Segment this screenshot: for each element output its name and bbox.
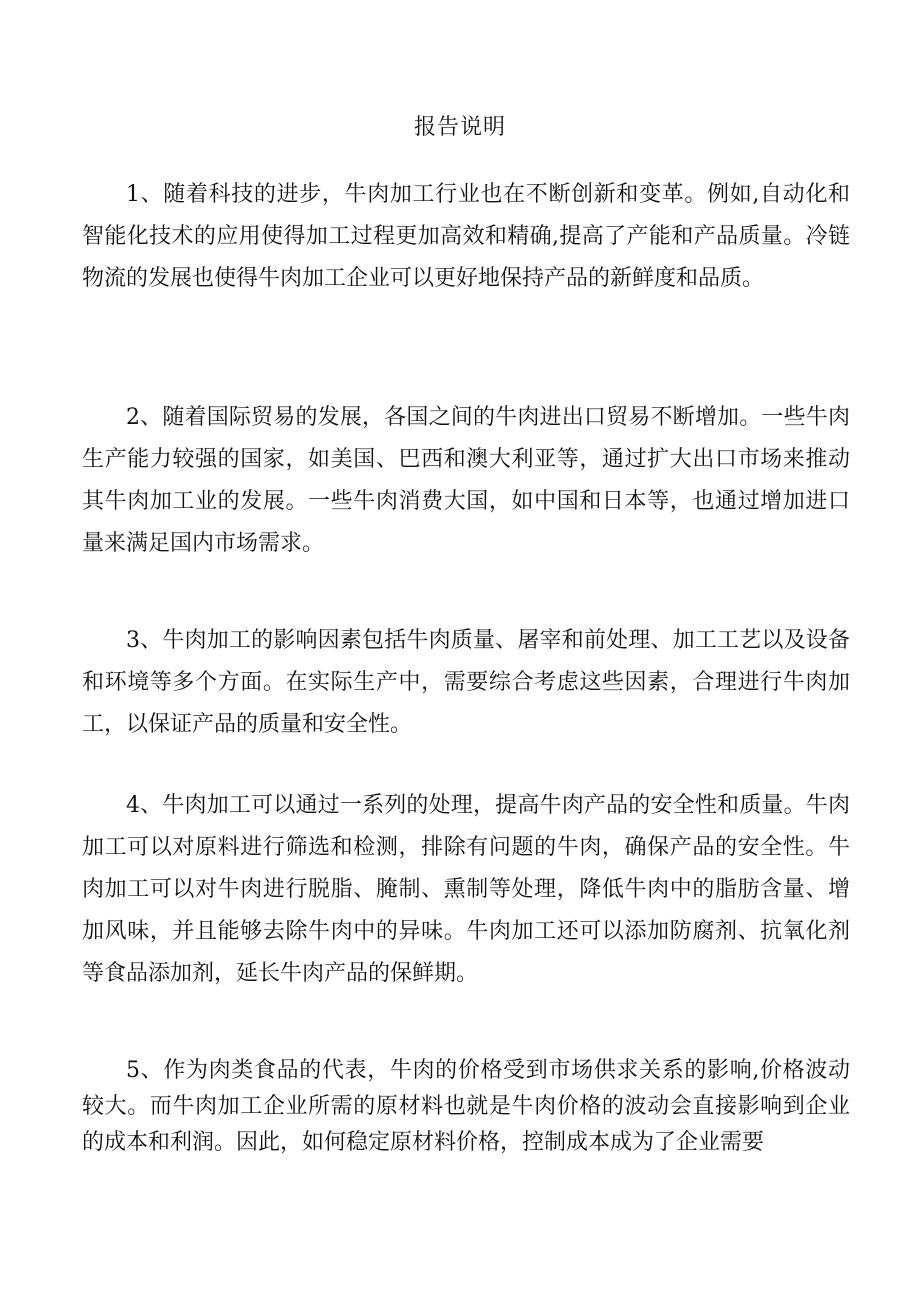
paragraph-5: 5、作为肉类食品的代表，牛肉的价格受到市场供求关系的影响,价格波动较大。而牛肉加工企业所需的原材料也就是牛肉价格的波动会直接影响到企业的成本和利润。因此，如何稳定原材料价格，控制成本成为了企业需要 [82, 1058, 850, 1155]
paragraph-4: 4、牛肉加工可以通过一系列的处理，提高牛肉产品的安全性和质量。牛肉加工可以对原料进行筛选和检测，排除有问题的牛肉，确保产品的安全性。牛肉加工可以对牛肉进行脱脂、腌制、熏制等处理，降低牛肉中的脂肪含量、增加风味，并且能够去除牛肉中的异味。牛肉加工还可以添加防腐剂、抗氧化剂等食品添加剂，延长牛肉产品的保鲜期。 [82, 793, 850, 986]
paragraph-2: 2、随着国际贸易的发展，各国之间的牛肉进出口贸易不断增加。一些牛肉生产能力较强的国家，如美国、巴西和澳大利亚等，通过扩大出口市场来推动其牛肉加工业的发展。一些牛肉消费大国，如中国和日本等，也通过增加进口量来满足国内市场需求。 [82, 405, 850, 556]
page-title: 报告说明 [413, 115, 506, 140]
paragraph-3: 3、牛肉加工的影响因素包括牛肉质量、屠宰和前处理、加工工艺以及设备和环境等多个方面。在实际生产中，需要综合考虑这些因素，合理进行牛肉加工，以保证产品的质量和安全性。 [82, 628, 850, 737]
paragraph-1: 1、随着科技的进步，牛肉加工行业也在不断创新和变革。例如,自动化和智能化技术的应用使得加工过程更加高效和精确,提高了产能和产品质量。冷链物流的发展也使得牛肉加工企业可以更好地保持产品的新鲜度和品质。 [82, 182, 850, 291]
